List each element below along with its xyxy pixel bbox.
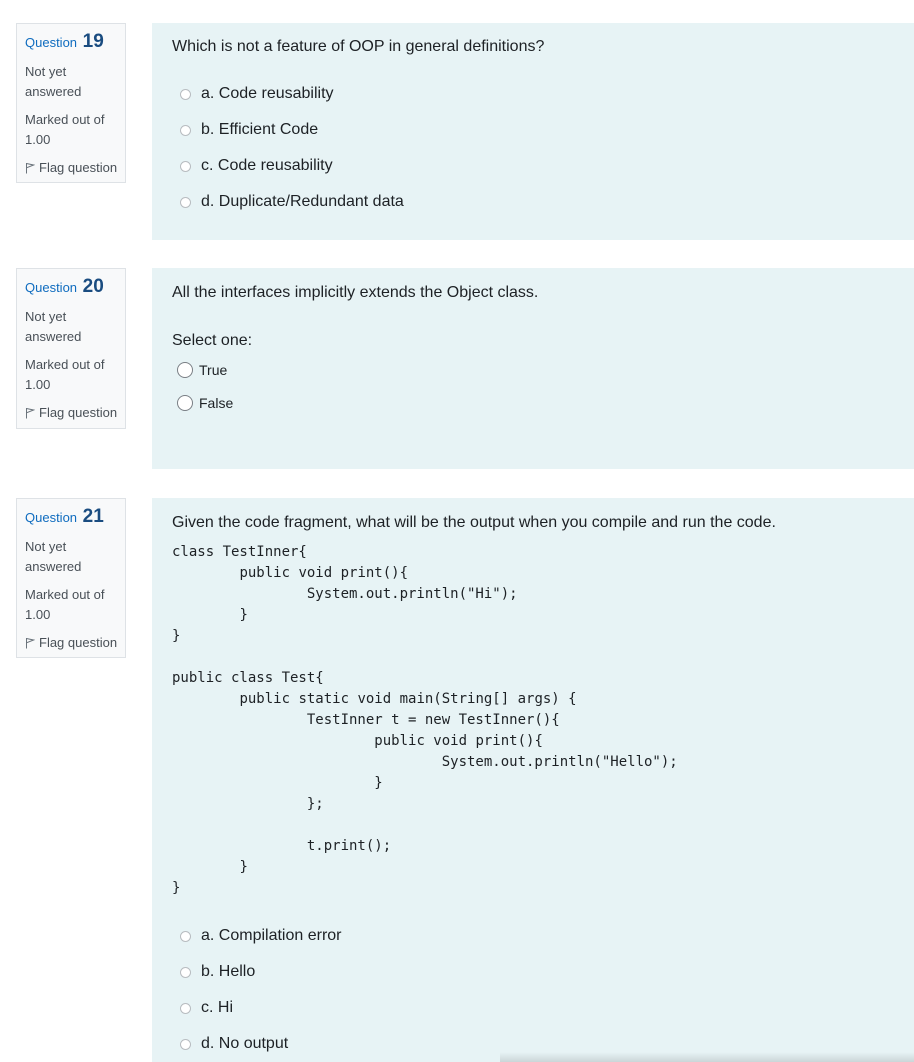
radio-button[interactable] xyxy=(180,1003,191,1014)
question-number: Question 21 xyxy=(25,506,104,527)
answer-option-label: d. Duplicate/Redundant data xyxy=(201,193,404,210)
question-state: Not yet answered xyxy=(25,539,82,574)
answer-option-label: a. Code reusability xyxy=(201,85,334,102)
flag-question-label: Flag question xyxy=(39,405,118,420)
flag-icon xyxy=(25,407,35,419)
radio-button[interactable] xyxy=(177,395,193,411)
answer-option-label: d. No output xyxy=(201,1035,289,1052)
answer-option[interactable] xyxy=(180,85,334,103)
question-grade: Marked out of 1.00 xyxy=(25,112,105,147)
answer-option-label: c. Hi xyxy=(201,999,233,1016)
question-state: Not yet answered xyxy=(25,64,82,99)
radio-button[interactable] xyxy=(180,931,191,942)
question-info-20 xyxy=(16,268,126,429)
question-text: Which is not a feature of OOP in general definitions? xyxy=(172,38,545,55)
answer-option[interactable] xyxy=(180,1035,288,1053)
answer-option[interactable] xyxy=(180,157,333,175)
question-number: Question 19 xyxy=(25,31,104,52)
answer-option[interactable] xyxy=(180,121,318,139)
flag-question-button[interactable] xyxy=(25,158,125,178)
answer-option[interactable] xyxy=(180,193,404,211)
answer-option[interactable] xyxy=(180,927,342,945)
answer-option-label: b. Efficient Code xyxy=(201,121,319,138)
question-info-19 xyxy=(16,23,126,183)
question-text: Given the code fragment, what will be the output when you compile and run the code. xyxy=(172,514,776,531)
flag-question-label: Flag question xyxy=(39,635,118,650)
radio-button[interactable] xyxy=(180,89,191,100)
answer-option-label: c. Code reusability xyxy=(201,157,333,174)
question-state: Not yet answered xyxy=(25,309,82,344)
code-fragment: class TestInner{ public void print(){ System.out.println("Hi"); } } public class Test{ public static void main(String[] args) { TestInner t = new TestInner(){ public void print(){ System.out.println("Hello"); } }; t.print(); } } xyxy=(172,544,678,896)
radio-button[interactable] xyxy=(180,967,191,978)
footer-shadow xyxy=(500,1052,914,1062)
question-content-19 xyxy=(152,23,914,240)
answer-option[interactable] xyxy=(180,999,233,1017)
select-one-prompt: Select one: xyxy=(172,332,253,349)
flag-question-button[interactable] xyxy=(25,403,125,423)
answer-option-label: True xyxy=(199,362,228,378)
radio-button[interactable] xyxy=(177,362,193,378)
question-number: Question 20 xyxy=(25,276,104,297)
answer-option-label: a. Compilation error xyxy=(201,927,342,944)
answer-option-true[interactable] xyxy=(177,362,227,378)
question-content-21 xyxy=(152,498,914,1062)
flag-question-label: Flag question xyxy=(39,160,118,175)
answer-option-label: False xyxy=(199,395,234,411)
radio-button[interactable] xyxy=(180,197,191,208)
question-info-21 xyxy=(16,498,126,658)
question-grade: Marked out of 1.00 xyxy=(25,587,105,622)
question-text: All the interfaces implicitly extends the Object class. xyxy=(172,284,539,301)
question-grade: Marked out of 1.00 xyxy=(25,357,105,392)
flag-question-button[interactable] xyxy=(25,633,125,653)
flag-icon xyxy=(25,162,35,174)
answer-option[interactable] xyxy=(180,963,255,981)
question-content-20 xyxy=(152,268,914,469)
radio-button[interactable] xyxy=(180,125,191,136)
answer-option-label: b. Hello xyxy=(201,963,256,980)
radio-button[interactable] xyxy=(180,161,191,172)
flag-icon xyxy=(25,637,35,649)
answer-option-false[interactable] xyxy=(177,395,233,411)
radio-button[interactable] xyxy=(180,1039,191,1050)
